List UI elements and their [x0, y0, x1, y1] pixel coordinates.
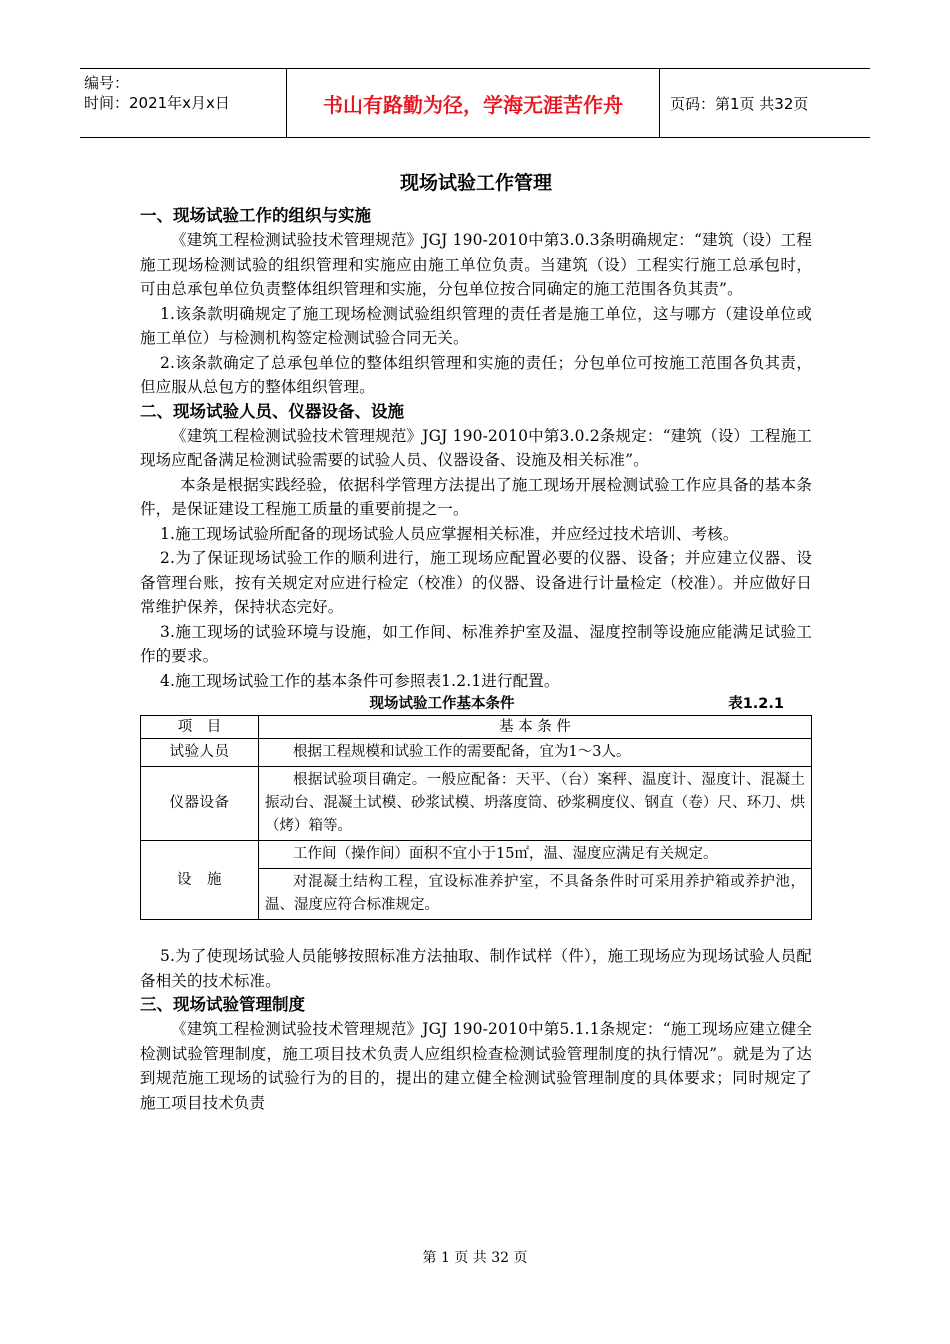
paragraph: 《建筑工程检测试验技术管理规范》JGJ 190-2010中第3.0.2条规定：“建筑（设）工程施工现场应配备满足检测试验需要的试验人员、仪器设备、设施及相关标准”。: [140, 426, 812, 469]
page-footer: 第 1 页 共 32 页: [422, 1250, 528, 1266]
table-row: [141, 767, 812, 841]
table-caption: [140, 693, 812, 715]
table-number: 表1.2.1: [728, 696, 784, 712]
paragraph: 1.施工现场试验所配备的现场试验人员应掌握相关标准，并应经过技术培训、考核。: [160, 524, 739, 543]
table-row: [141, 841, 812, 869]
paragraph: 4.施工现场试验工作的基本条件可参照表1.2.1进行配置。: [160, 671, 560, 690]
paragraph: 3.施工现场的试验环境与设施，如工作间、标准养护室及温、湿度控制等设施应能满足试验工作的要求。: [140, 622, 812, 665]
paragraph: 5.为了使现场试验人员能够按照标准方法抽取、制作试样（件），施工现场应为现场试验人员配备相关的技术标准。: [140, 947, 812, 990]
table-title: 现场试验工作基本条件: [369, 696, 515, 712]
table-header-item: 项 目: [141, 716, 259, 739]
section-1-heading: 一、现场试验工作的组织与实施: [140, 206, 371, 225]
section-3-heading: 三、现场试验管理制度: [140, 995, 305, 1014]
table-cell-item: 设 施: [141, 841, 259, 920]
paragraph: 2.该条款确定了总承包单位的整体组织管理和实施的责任；分包单位可按施工范围各负其责，但应服从总包方的整体组织管理。: [140, 353, 812, 396]
table-cell-condition: 工作间（操作间）面积不宜小于15㎡，温、湿度应满足有关规定。: [259, 841, 812, 869]
document-body: [140, 168, 812, 1115]
table-row: [141, 739, 812, 767]
basic-conditions-table: [140, 715, 812, 920]
header-meta: [80, 69, 287, 137]
paragraph: 本条是根据实践经验，依据科学管理方法提出了施工现场开展检测试验工作应具备的基本条件，是保证建设工程施工质量的重要前提之一。: [140, 475, 812, 518]
header-date: 时间：2021年x月x日: [84, 94, 230, 112]
spacer: [140, 920, 812, 944]
table-header-condition: 基 本 条 件: [259, 716, 812, 739]
table-cell-condition: 根据工程规模和试验工作的需要配备，宜为1～3人。: [259, 739, 812, 767]
paragraph: 《建筑工程检测试验技术管理规范》JGJ 190-2010中第5.1.1条规定：“施工现场应建立健全检测试验管理制度，施工项目技术负责人应组织检查检测试验管理制度的执行情况”。就是为了达到规范施工现场的试验行为的目的，提出的建立健全检测试验管理制度的具体要求；同时规定了施工项目技术负责: [140, 1020, 812, 1112]
header-page-info: 页码：第1页 共32页: [670, 94, 809, 113]
document-title: 现场试验工作管理: [399, 172, 552, 194]
table-cell-condition: 根据试验项目确定。一般应配备：天平、（台）案秤、温度计、湿度计、混凝土振动台、混凝土试模、砂浆试模、坍落度筒、砂浆稠度仪、钢直（卷）尺、环刀、烘（烤）箱等。: [259, 767, 812, 841]
table-cell-condition: 对混凝土结构工程，宜设标准养护室，不具备条件时可采用养护箱或养护池，温、湿度应符合标准规定。: [259, 869, 812, 920]
table-cell-item: 仪器设备: [141, 767, 259, 841]
table-header-row: [141, 716, 812, 739]
table-cell-item: 试验人员: [141, 739, 259, 767]
paragraph: 1.该条款明确规定了施工现场检测试验组织管理的责任者是施工单位，这与哪方（建设单位或施工单位）与检测机构签定检测试验合同无关。: [140, 304, 812, 347]
section-2-heading: 二、现场试验人员、仪器设备、设施: [140, 401, 404, 421]
page-header: [80, 68, 870, 138]
paragraph: 2.为了保证现场试验工作的顺利进行，施工现场应配置必要的仪器、设备；并应建立仪器、设备管理台账，按有关规定对应进行检定（校准）的仪器、设备进行计量检定（校准）。并应做好日常维护保养，保持状态完好。: [140, 549, 812, 616]
header-number: 编号：: [84, 74, 130, 92]
paragraph: 《建筑工程检测试验技术管理规范》JGJ 190-2010中第3.0.3条明确规定：“建筑（设）工程施工现场检测试验的组织管理和实施应由施工单位负责。当建筑（设）工程实行施工总承包时，可由总承包单位负责整体组织管理和实施，分包单位按合同确定的施工范围各负其责”。: [140, 231, 812, 298]
header-motto: 书山有路勤为径，学海无涯苦作舟: [287, 69, 660, 137]
